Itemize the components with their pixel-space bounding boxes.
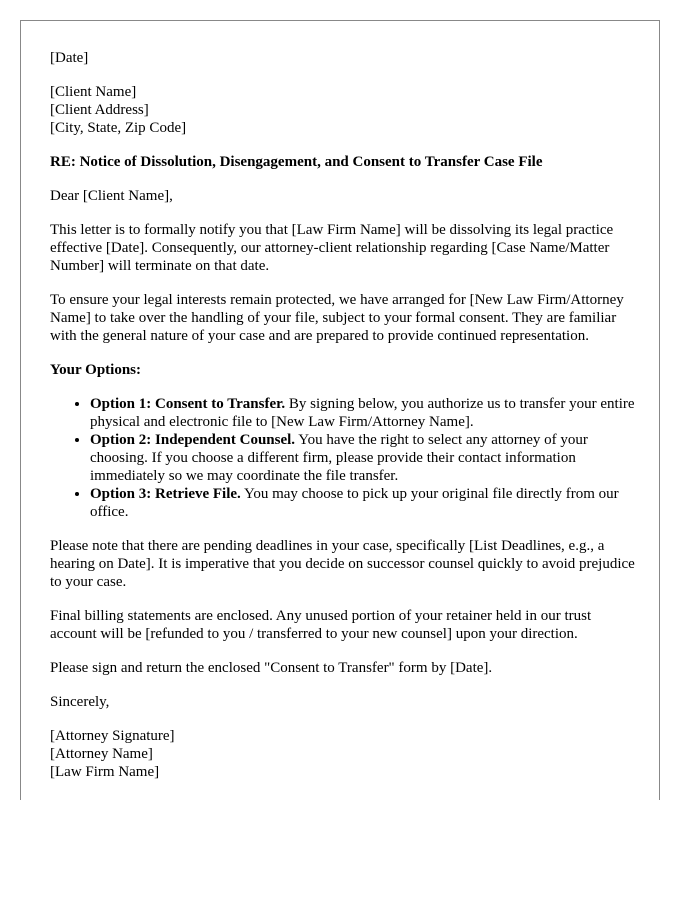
salutation: Dear [Client Name], (50, 188, 173, 204)
option-text: You have the right to select any attorney of your choosing. If you choose a different firm, please provide their contact information immediately so we may coordinate the file transfer. (90, 432, 588, 484)
letter-page (20, 20, 660, 800)
option-item (90, 395, 640, 431)
option-text: You may choose to pick up your original file directly from our office. (90, 486, 619, 520)
option-label: Option 1: Consent to Transfer. (90, 396, 286, 412)
law-firm-name: [Law Firm Name] (50, 764, 160, 780)
signature-block (50, 727, 640, 781)
client-address: [Client Address] (50, 102, 149, 118)
paragraph-billing: Final billing statements are enclosed. Any unused portion of your retainer held in our trust account will be [refunded to you / transferred to your new counsel] upon your direction. (50, 608, 592, 642)
option-item (90, 485, 640, 521)
letter-body (50, 49, 640, 797)
option-text: By signing below, you authorize us to transfer your entire physical and electronic file to [New Law Firm/Attorney Name]. (90, 396, 635, 430)
option-item (90, 431, 640, 485)
letter-date: [Date] (50, 50, 89, 66)
option-label: Option 2: Independent Counsel. (90, 432, 296, 448)
client-name: [Client Name] (50, 84, 137, 100)
recipient-address-block (50, 83, 640, 137)
paragraph-consent-request: Please sign and return the enclosed "Consent to Transfer" form by [Date]. (50, 660, 493, 676)
option-label: Option 3: Retrieve File. (90, 486, 241, 502)
options-list (50, 395, 640, 521)
options-heading: Your Options: (50, 362, 141, 378)
attorney-signature: [Attorney Signature] (50, 728, 175, 744)
paragraph-notice: This letter is to formally notify you that [Law Firm Name] will be dissolving its legal practice effective [Date]. Consequently, our attorney-client relationship regarding [Case Name/Matter Number] will terminate on that date. (50, 222, 614, 274)
closing: Sincerely, (50, 694, 110, 710)
attorney-name: [Attorney Name] (50, 746, 153, 762)
paragraph-arrangement: To ensure your legal interests remain protected, we have arranged for [New Law Firm/Attorney Name] to take over the handling of your file, subject to your formal consent. They are familiar with the general nature of your case and are prepared to provide continued representation. (50, 292, 624, 344)
paragraph-deadlines: Please note that there are pending deadlines in your case, specifically [List Deadlines, e.g., a hearing on Date]. It is imperative that you decide on successor counsel quickly to avoid prejudice to your case. (50, 538, 635, 590)
client-city-state-zip: [City, State, Zip Code] (50, 120, 187, 136)
subject-line: RE: Notice of Dissolution, Disengagement, and Consent to Transfer Case File (50, 154, 543, 170)
